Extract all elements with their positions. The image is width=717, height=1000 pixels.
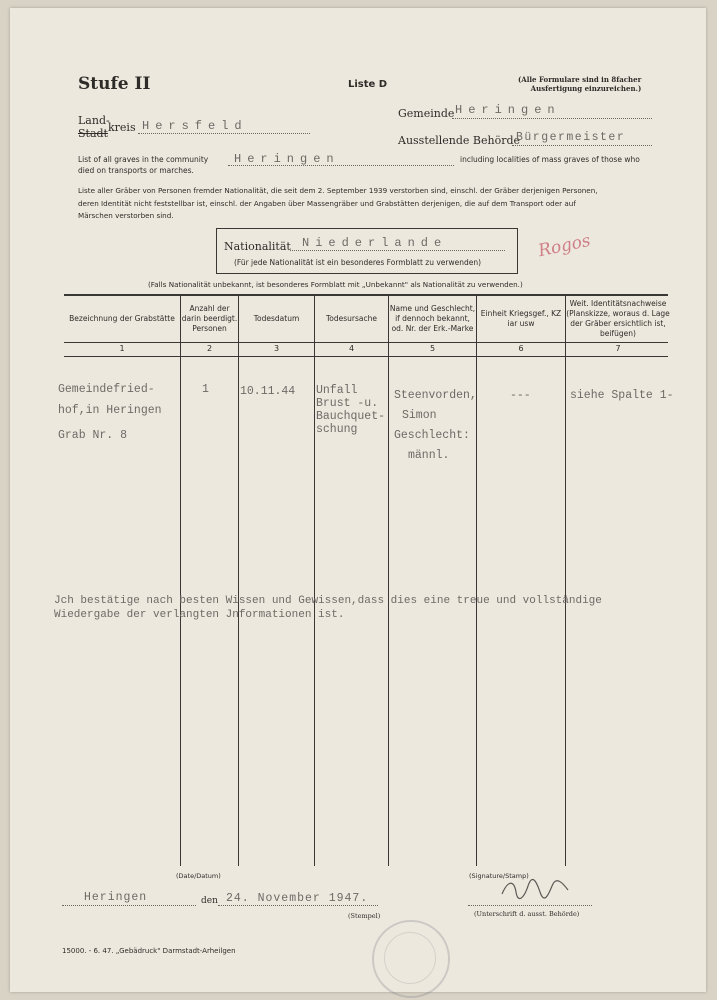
intro-english-prefix: List of all graves in the community xyxy=(78,155,209,164)
community-dotline xyxy=(228,165,454,166)
cause-line-4: schung xyxy=(316,423,358,436)
copies-note xyxy=(518,75,641,93)
signature-dotline xyxy=(468,905,592,906)
land-label: Land- xyxy=(78,114,110,127)
identity-proof: siehe Spalte 1- xyxy=(570,389,674,402)
burial-count: 1 xyxy=(202,383,209,396)
col-divider-6 xyxy=(565,294,566,866)
col-divider-5 xyxy=(476,294,477,866)
unknown-nationality-note: (Falls Nationalität unbekannt, ist besonderes Formblatt mit „Unbekannt" als Nationalität zu verwenden.) xyxy=(148,280,523,289)
confirmation-line-2: Wiedergabe der verlangten Jnformationen ist. xyxy=(54,609,345,621)
col-number-5: 5 xyxy=(429,344,436,353)
col-header-3: Todesdatum xyxy=(253,314,300,323)
name-line-4: männl. xyxy=(408,449,450,462)
stufe-title: Stufe II xyxy=(78,74,151,94)
intro-german-line2: deren Identität nicht feststellbar ist, einschl. der Angaben über Massengräber und Grabstätten derjenigen, die auf dem Transport oder auf xyxy=(78,199,576,208)
grave-line-2: hof,in Heringen xyxy=(58,404,162,417)
date-caption: (Date/Datum) xyxy=(176,872,221,880)
col-number-1: 1 xyxy=(119,344,125,353)
nationality-handwritten-stamp: Rogos xyxy=(536,230,593,262)
footer-place: Heringen xyxy=(84,891,148,904)
unit-value: --- xyxy=(510,389,531,402)
col-divider-1 xyxy=(180,294,181,866)
col-divider-4 xyxy=(388,294,389,866)
gemeinde-label: Gemeinde xyxy=(398,107,455,120)
kreis-label: kreis xyxy=(108,121,136,134)
col-header-1: Bezeichnung der Grabstätte xyxy=(69,314,175,323)
death-cause xyxy=(316,384,385,436)
office-seal-stamp xyxy=(372,920,450,998)
community-value: Heringen xyxy=(234,152,340,166)
col-number-7: 7 xyxy=(615,344,621,353)
grave-designation xyxy=(58,382,162,443)
printer-line: 15000. - 6. 47. „Gebädruck" Darmstadt-Arheilgen xyxy=(62,947,236,955)
name-line-1: Steenvorden, xyxy=(394,389,477,402)
col-header-4: Todesursache xyxy=(325,314,377,323)
intro-english-line2: died on transports or marches. xyxy=(78,166,194,175)
col-number-6: 6 xyxy=(518,344,524,353)
behoerde-value: Bürgermeister xyxy=(516,131,626,144)
copies-note-line1: (Alle Formulare sind in 8facher xyxy=(518,75,642,84)
name-line-2: Simon xyxy=(402,409,437,422)
grave-line-1: Gemeindefried- xyxy=(58,383,155,396)
table-number-rule xyxy=(64,356,668,357)
col-number-4: 4 xyxy=(348,344,355,353)
den-label: den xyxy=(201,896,218,906)
name-line-3: Geschlecht: xyxy=(394,429,470,442)
name-and-sex xyxy=(394,386,477,466)
nationality-dotline xyxy=(290,250,505,251)
signer-caption: (Unterschrift d. ausst. Behörde) xyxy=(474,910,580,918)
behoerde-dotline xyxy=(512,145,652,146)
nationality-label: Nationalität xyxy=(224,240,291,253)
col-number-2: 2 xyxy=(206,344,213,353)
confirmation-statement xyxy=(54,594,602,622)
cause-line-1: Unfall xyxy=(316,384,358,397)
gemeinde-dotline xyxy=(452,118,652,119)
col-header-6: Einheit Kriegsgef., KZ iar usw xyxy=(480,309,562,328)
col-number-3: 3 xyxy=(273,344,280,353)
kreis-dotline xyxy=(138,133,310,134)
kreis-value: Hersfeld xyxy=(142,119,248,133)
footer-date: 24. November 1947. xyxy=(226,892,369,905)
gemeinde-value: Heringen xyxy=(455,103,561,117)
intro-english-suffix: including localities of mass graves of those who xyxy=(460,155,640,164)
table-header-rule xyxy=(64,342,668,343)
col-header-2: Anzahl der darin beerdigt. Personen xyxy=(181,304,238,333)
nationality-instruction: (Für jede Nationalität ist ein besonderes Formblatt zu verwenden) xyxy=(234,258,482,267)
grave-line-3: Grab Nr. 8 xyxy=(58,429,128,442)
copies-note-line2: Ausfertigung einzureichen.) xyxy=(530,84,642,93)
date-dotline xyxy=(218,905,378,906)
col-header-7: Weit. Identitätsnachweise (Planskizze, woraus d. Lage der Gräber ersichtlich ist, beifügen) xyxy=(566,299,670,338)
stempel-caption: (Stempel) xyxy=(348,912,381,920)
cause-line-3: Bauchquet- xyxy=(316,410,386,423)
behoerde-label: Ausstellende Behörde xyxy=(398,134,521,147)
death-date: 10.11.44 xyxy=(240,385,296,398)
nationality-value: Niederlande xyxy=(302,236,448,250)
col-header-5: Name und Geschlecht, if dennoch bekannt, od. Nr. der Erk.-Marke xyxy=(389,304,476,333)
col-divider-3 xyxy=(314,294,315,866)
liste-title: Liste D xyxy=(348,79,388,90)
intro-german-line3: Märschen verstorben sind. xyxy=(78,211,174,220)
stadt-label: Stadt xyxy=(78,127,108,140)
intro-german-line1: Liste aller Gräber von Personen fremder Nationalität, die seit dem 2. September 1939 verstorben sind, einschl. der Gräber derjenigen Personen, xyxy=(78,186,598,195)
confirmation-line-1: Jch bestätige nach besten Wissen und Gewissen,dass dies eine treue und vollständige xyxy=(54,595,602,607)
cause-line-2: Brust -u. xyxy=(316,397,379,410)
signature-caption: (Signature/Stamp) xyxy=(469,872,529,880)
signature-scribble xyxy=(498,876,578,906)
col-divider-2 xyxy=(238,294,239,866)
place-dotline xyxy=(62,905,196,906)
